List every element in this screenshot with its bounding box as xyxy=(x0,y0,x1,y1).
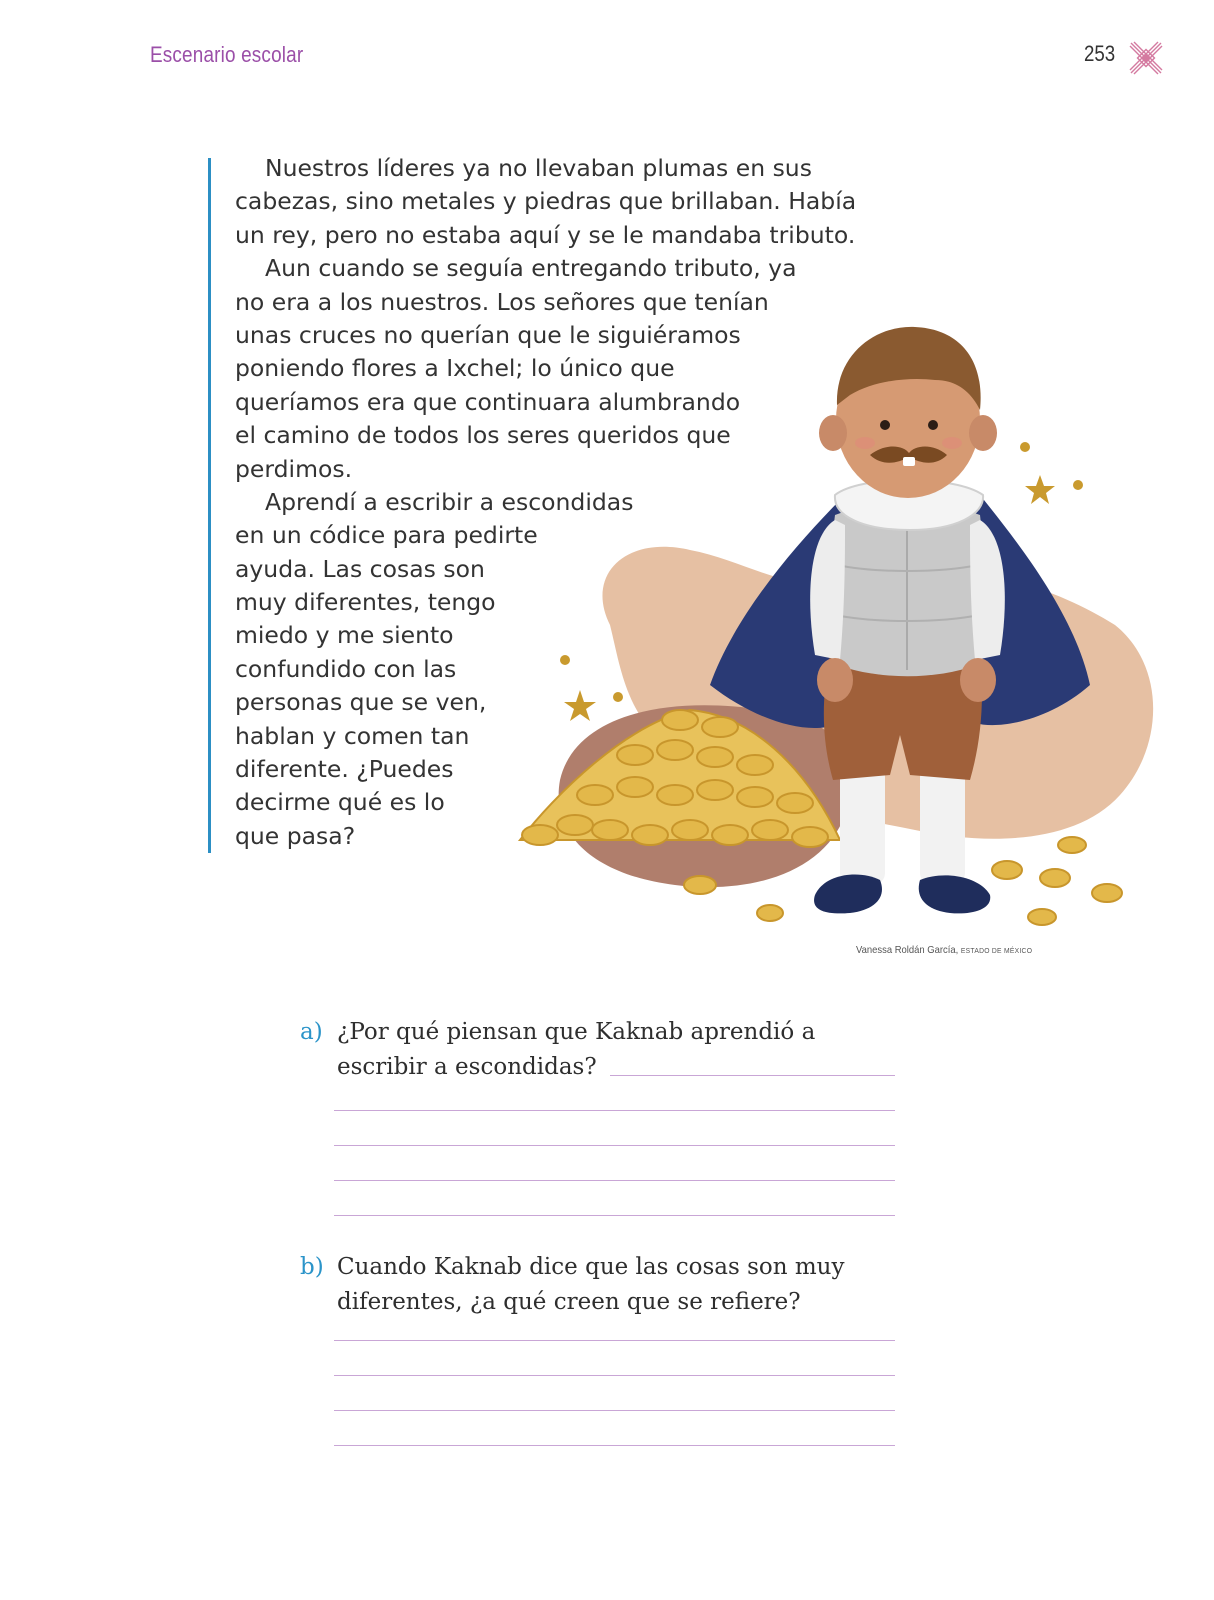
story-line: confundido con las xyxy=(235,654,457,683)
star-icon xyxy=(564,690,596,721)
story-line: personas que se ven, xyxy=(235,688,487,717)
answer-line[interactable] xyxy=(610,1075,895,1076)
question-label: a) xyxy=(300,1019,323,1045)
answer-line[interactable] xyxy=(334,1215,895,1216)
answer-line[interactable] xyxy=(334,1340,895,1341)
story-line: cabezas, sino metales y piedras que brillaban. Había xyxy=(235,187,857,216)
story-line: que pasa? xyxy=(235,821,356,850)
story-line: no era a los nuestros. Los señores que tenían xyxy=(235,287,769,316)
question-text-line: ¿Por qué piensan que Kaknab aprendió a xyxy=(337,1019,816,1045)
question-text-line: diferentes, ¿a qué creen que se refiere? xyxy=(337,1289,801,1315)
answer-line[interactable] xyxy=(334,1180,895,1181)
question-label: b) xyxy=(300,1254,324,1280)
right-hand xyxy=(960,658,996,702)
story-line: queríamos era que continuara alumbrando xyxy=(235,387,741,416)
illustration-credit xyxy=(856,944,1032,956)
woven-x-emblem-icon xyxy=(1128,40,1164,76)
story-line: ayuda. Las cosas son xyxy=(235,554,485,583)
star-icon xyxy=(1025,475,1055,504)
story-line: en un códice para pedirte xyxy=(235,521,538,550)
conquistador-illustration xyxy=(515,325,1180,965)
sparkle-dot xyxy=(613,692,623,702)
story-line: Aun cuando se seguía entregando tributo, ya xyxy=(265,254,797,283)
story-line: perdimos. xyxy=(235,454,353,483)
credit-name: Vanessa Roldán García, xyxy=(856,944,959,956)
story-line: poniendo flores a Ixchel; lo único que xyxy=(235,354,675,383)
story-line: decirme qué es lo xyxy=(235,788,445,817)
story-line: el camino de todos los seres queridos que xyxy=(235,421,731,450)
answer-line[interactable] xyxy=(334,1410,895,1411)
story-line: Aprendí a escribir a escondidas xyxy=(265,487,634,516)
left-ear xyxy=(819,415,847,451)
sparkle-dot xyxy=(1073,480,1083,490)
story-line: hablan y comen tan xyxy=(235,721,470,750)
left-hand xyxy=(817,658,853,702)
section-title: Escenario escolar xyxy=(150,42,304,67)
left-shoe xyxy=(814,875,882,914)
right-shoe xyxy=(919,875,991,913)
sparkle-dot xyxy=(1020,442,1030,452)
left-stocking xyxy=(840,765,885,885)
question-text-line: Cuando Kaknab dice que las cosas son muy xyxy=(337,1254,845,1280)
answer-line[interactable] xyxy=(334,1110,895,1111)
answer-line[interactable] xyxy=(334,1445,895,1446)
right-ear xyxy=(969,415,997,451)
story-line: Nuestros líderes ya no llevaban plumas en sus xyxy=(265,154,812,182)
story-line: muy diferentes, tengo xyxy=(235,588,496,617)
story-line: un rey, pero no estaba aquí y se le mandaba tributo. xyxy=(235,220,856,249)
story-margin-rule xyxy=(208,158,211,853)
story-line: miedo y me siento xyxy=(235,621,454,650)
story-line: unas cruces no querían que le siguiéramos xyxy=(235,320,741,349)
answer-line[interactable] xyxy=(334,1145,895,1146)
sparkle-dot xyxy=(560,655,570,665)
question-text-line: escribir a escondidas? xyxy=(337,1054,597,1080)
credit-place: ESTADO DE MÉXICO xyxy=(960,946,1033,955)
story-line: diferente. ¿Puedes xyxy=(235,755,454,784)
page-number: 253 xyxy=(1084,41,1116,66)
answer-line[interactable] xyxy=(334,1375,895,1376)
right-stocking xyxy=(920,765,965,885)
